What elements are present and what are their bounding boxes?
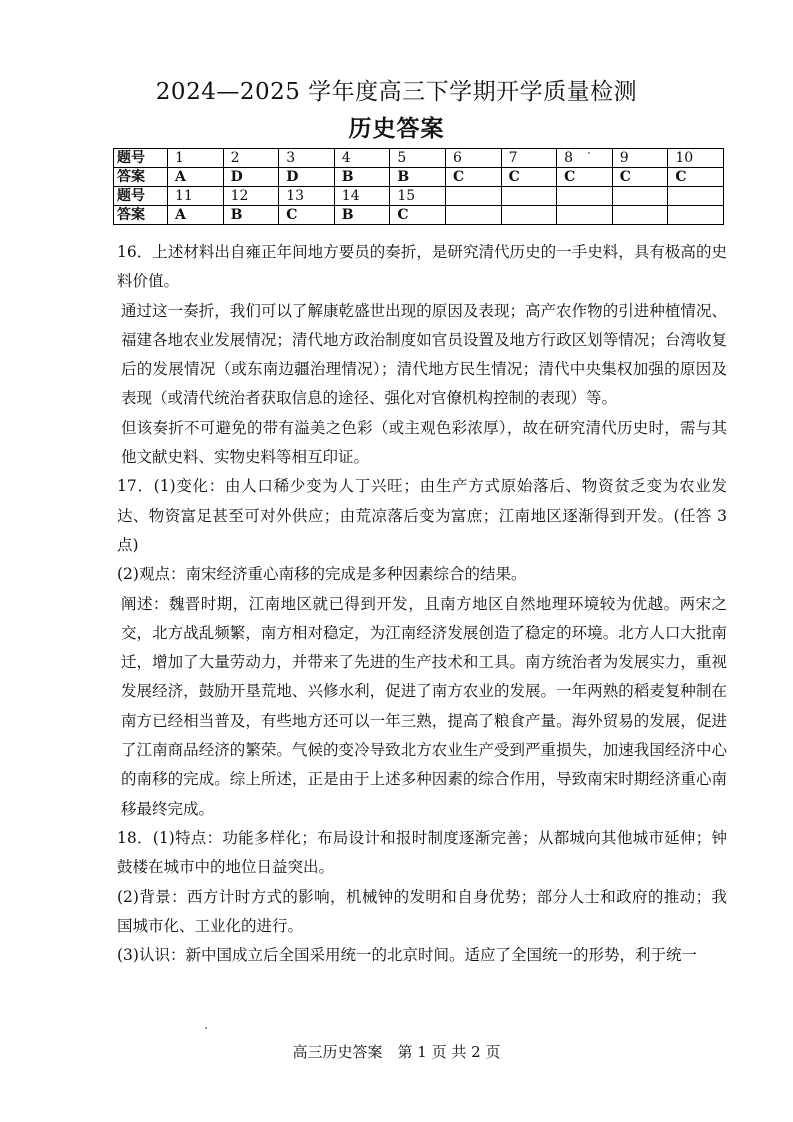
question-number-cell: 12 bbox=[223, 187, 279, 206]
answer-cell: B bbox=[334, 206, 390, 225]
scan-speck bbox=[588, 152, 590, 154]
table-row-answers bbox=[114, 168, 724, 187]
answer-cell: C bbox=[279, 206, 335, 225]
paragraph-18-3: (3)认识：新中国成立后全国采用统一的北京时间。适应了全国统一的形势，利于统一 bbox=[117, 946, 697, 965]
paragraph-17-2-view: (2)观点：南宋经济重心南移的完成是多种因素综合的结果。 bbox=[117, 565, 527, 584]
paragraph-16-content: 通过这一奏折，我们可以了解康乾盛世出现的原因及表现；高产农作物的引进种植情况、福建各地农业发展情况；清代地方政治制度如官员设置及地方行政区划等情况；台湾收复后的发展情况（或东南边疆治理情况）；清代地方民生情况；清代中央集权加强的原因及表现（或清代统治者获取信息的途径、强化对官僚机构控制的表现）等。 bbox=[121, 301, 727, 408]
question-number-cell: 1 bbox=[168, 149, 224, 168]
paragraph-18-2: (2)背景：西方计时方式的影响，机械钟的发明和自身优势；部分人士和政府的推动；我国城市化、工业化的进行。 bbox=[117, 887, 727, 935]
answer-cell bbox=[501, 206, 557, 225]
page-footer: 高三历史答案 第 1 页 共 2 页 bbox=[292, 1043, 501, 1061]
question-number-cell: 6 bbox=[445, 149, 501, 168]
answer-cell: D bbox=[279, 168, 335, 187]
answer-cell: C bbox=[668, 168, 724, 187]
question-number-cell bbox=[668, 187, 724, 206]
answer-cell: D bbox=[223, 168, 279, 187]
answer-cell: C bbox=[557, 168, 613, 187]
row-label-answer: 答案 bbox=[114, 168, 168, 187]
answer-cell bbox=[612, 206, 668, 225]
question-number-cell: 15 bbox=[390, 187, 446, 206]
question-number-cell: 14 bbox=[334, 187, 390, 206]
answer-cell bbox=[668, 206, 724, 225]
question-number-cell: 3 bbox=[279, 149, 335, 168]
answer-cell: B bbox=[223, 206, 279, 225]
question-number-cell: 7 bbox=[501, 149, 557, 168]
answer-table bbox=[113, 148, 724, 225]
question-number-cell: 10 bbox=[668, 149, 724, 168]
question-number-cell bbox=[557, 187, 613, 206]
answer-body bbox=[117, 238, 727, 970]
paragraph-18-1: 18．(1)特点：功能多样化；布局设计和报时制度逐渐完善；从都城向其他城市延伸；钟鼓楼在城市中的地位日益突出。 bbox=[117, 828, 727, 877]
table-row-numbers bbox=[114, 149, 724, 168]
document-subtitle: 历史答案 bbox=[348, 115, 445, 142]
question-number-cell: 9 bbox=[612, 149, 668, 168]
answer-cell: C bbox=[612, 168, 668, 187]
answer-cell: C bbox=[445, 168, 501, 187]
question-number-cell bbox=[501, 187, 557, 206]
answer-cell bbox=[445, 206, 501, 225]
answer-cell: B bbox=[390, 168, 446, 187]
question-number-cell: 4 bbox=[334, 149, 390, 168]
scan-speck bbox=[205, 1027, 207, 1029]
answer-cell bbox=[557, 206, 613, 225]
row-label-number: 题号 bbox=[114, 187, 168, 206]
answer-cell: C bbox=[390, 206, 446, 225]
question-number-cell: 11 bbox=[168, 187, 224, 206]
answer-cell: B bbox=[334, 168, 390, 187]
question-number-cell: 2 bbox=[223, 149, 279, 168]
paragraph-16-intro: 16．上述材料出自雍正年间地方要员的奏折，是研究清代历史的一手史料，具有极高的史料价值。 bbox=[117, 243, 727, 291]
table-row-numbers bbox=[114, 187, 724, 206]
paragraph-16-limitation: 但该奏折不可避免的带有溢美之色彩（或主观色彩浓厚），故在研究清代历史时，需与其他文献史料、实物史料等相互印证。 bbox=[121, 418, 727, 467]
question-number-cell bbox=[612, 187, 668, 206]
table-row-answers bbox=[114, 206, 724, 225]
paragraph-17-1: 17．(1)变化：由人口稀少变为人丁兴旺；由生产方式原始落后、物资贫乏变为农业发达、物资富足甚至可对外供应；由荒凉落后变为富庶；江南地区逐渐得到开发。(任答 3 点) bbox=[117, 477, 727, 554]
question-number-cell: 13 bbox=[279, 187, 335, 206]
document-title: 2024—2025 学年度高三下学期开学质量检测 bbox=[155, 79, 638, 105]
question-number-cell bbox=[445, 187, 501, 206]
row-label-answer: 答案 bbox=[114, 206, 168, 225]
question-number-cell: 8 bbox=[557, 149, 613, 168]
answer-cell: A bbox=[168, 206, 224, 225]
answer-cell: A bbox=[168, 168, 224, 187]
answer-cell: C bbox=[501, 168, 557, 187]
row-label-number: 题号 bbox=[114, 149, 168, 168]
question-number-cell: 5 bbox=[390, 149, 446, 168]
paragraph-17-2-explain: 阐述：魏晋时期，江南地区就已得到开发，且南方地区自然地理环境较为优越。两宋之交，北方战乱频繁，南方相对稳定，为江南经济发展创造了稳定的环境。北方人口大批南迁，增加了大量劳动力，并带来了先进的生产技术和工具。南方统治者为发展实力，重视发展经济，鼓励开垦荒地、兴修水利，促进了南方农业的发展。一年两熟的稻麦复种制在南方已经相当普及，有些地方还可以一年三熟，提高了粮食产量。海外贸易的发展，促进了江南商品经济的繁荣。气候的变冷导致北方农业生产受到严重损失，加速我国经济中心的南移的完成。综上所述，正是由于上述多种因素的综合作用，导致南宋时期经济重心南移最终完成。 bbox=[121, 594, 727, 818]
